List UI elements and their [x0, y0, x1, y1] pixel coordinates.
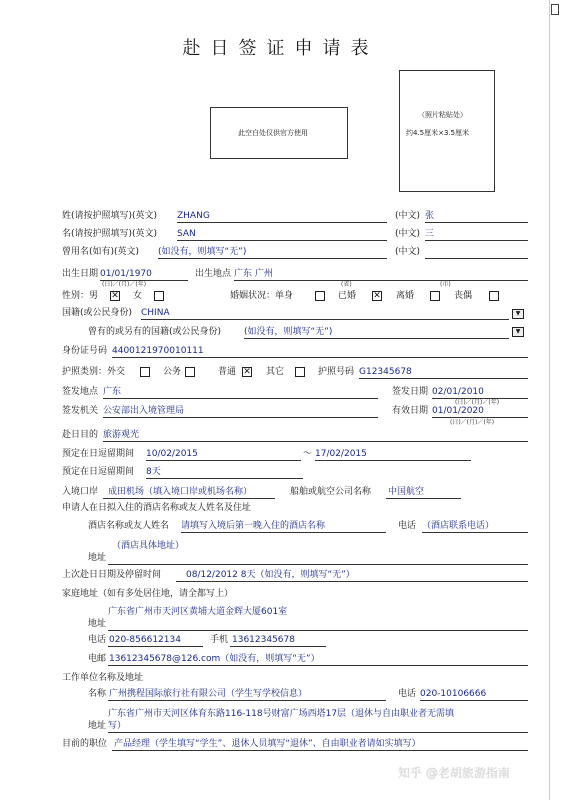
- photo-size-label: 约4.5厘米×3.5厘米: [406, 129, 470, 137]
- id-label: 身份证号码: [62, 346, 108, 356]
- birth-place-field[interactable]: 广东 广州: [234, 269, 273, 279]
- nationality-dropdown-icon[interactable]: ▼: [512, 309, 524, 319]
- id-field[interactable]: 4400121970010111: [112, 346, 204, 356]
- issue-place-label: 签发地点: [62, 387, 99, 397]
- purpose-label: 赴日目的: [62, 430, 99, 440]
- ordinary-passport-checkbox[interactable]: ✕: [243, 367, 251, 377]
- given-name-field[interactable]: SAN: [177, 229, 196, 239]
- other-nationality-field[interactable]: (如没有，则填写“无”): [244, 327, 333, 337]
- home-phone-field[interactable]: 020-856612134: [109, 635, 181, 645]
- home-address-value[interactable]: 广东省广州市天河区黄埔大道金辉大厦601室: [108, 607, 288, 617]
- work-name-field[interactable]: 广州携程国际旅行社有限公司（学生写学校信息）: [109, 689, 308, 699]
- hotel-phone-label: 电话: [398, 521, 417, 531]
- married-checkbox[interactable]: ✕: [373, 291, 381, 301]
- work-address-label: 地址: [88, 721, 107, 731]
- entry-port-label: 入境口岸: [62, 487, 99, 497]
- ordinary-passport-label: 普通: [218, 367, 237, 377]
- surname-cn-field[interactable]: 张: [425, 211, 435, 221]
- scroll-up-button[interactable]: [551, 4, 559, 15]
- official-passport-checkbox[interactable]: [185, 367, 195, 377]
- stay-separator: ～: [303, 449, 313, 459]
- birth-place-label: 出生地点: [195, 269, 232, 279]
- issue-date-field[interactable]: 02/01/2010: [432, 387, 484, 397]
- hotel-name-label: 酒店名称或友人姓名: [88, 521, 170, 531]
- sex-label: 性别：男: [62, 291, 99, 301]
- work-address-line1[interactable]: 广东省广州市天河区体育东路116-118号财富广场西塔17层（退休与自由职业者无需填: [108, 709, 455, 719]
- former-name-cn-label: (中文): [395, 247, 421, 257]
- hotel-phone-field[interactable]: （酒店联系电话）: [422, 521, 495, 531]
- male-checkbox[interactable]: ✕: [111, 291, 119, 301]
- stay-to-field[interactable]: 17/02/2015: [315, 449, 367, 459]
- expiry-label: 有效日期: [392, 406, 429, 416]
- expiry-hint: (日)／(月)／(年): [450, 419, 495, 426]
- scrollbar[interactable]: [549, 0, 561, 800]
- issue-place-field[interactable]: 广东: [103, 387, 122, 397]
- female-checkbox[interactable]: [154, 291, 164, 301]
- email-field[interactable]: 13612345678@126.com（如没有，则填写“无”）: [109, 654, 320, 664]
- work-phone-label: 电话: [398, 689, 417, 699]
- authority-label: 签发机关: [62, 406, 99, 416]
- form-title: 赴日签证申请表: [182, 38, 379, 59]
- work-heading: 工作单位名称及地址: [62, 673, 144, 683]
- stay-length-field[interactable]: 8天: [146, 467, 161, 477]
- other-passport-label: 其它: [266, 367, 285, 377]
- official-passport-label: 公务: [163, 367, 182, 377]
- birth-date-label: 出生日期: [62, 269, 99, 279]
- stay-length-label: 预定在日逗留期间: [62, 467, 135, 477]
- divorced-checkbox[interactable]: [430, 291, 440, 301]
- birth-city-hint: (市): [440, 281, 451, 288]
- hotel-address-label: 地址: [88, 553, 107, 563]
- authority-field[interactable]: 公安部出入境管理局: [103, 406, 185, 416]
- surname-field[interactable]: ZHANG: [177, 211, 210, 221]
- given-name-cn-label: (中文): [395, 229, 421, 239]
- diplomatic-checkbox[interactable]: [140, 367, 150, 377]
- entry-port-field[interactable]: 成田机场（填入境口岸或机场名称）: [108, 487, 253, 497]
- widowed-checkbox[interactable]: [489, 291, 499, 301]
- photo-label: （照片粘贴处）: [418, 111, 467, 119]
- birth-date-field[interactable]: 01/01/1970: [100, 269, 152, 279]
- passport-no-label: 护照号码: [318, 367, 355, 377]
- issue-date-label: 签发日期: [392, 387, 429, 397]
- work-name-label: 名称: [88, 689, 107, 699]
- single-checkbox[interactable]: [315, 291, 325, 301]
- watermark: 知乎 @老胡旅游指南: [398, 766, 510, 780]
- home-address-heading: 家庭地址（如有多处居住地，请全都写上）: [62, 589, 234, 599]
- married-label: 已婚: [338, 291, 357, 301]
- widowed-label: 丧偶: [454, 291, 473, 301]
- position-label: 目前的职位: [62, 739, 108, 749]
- passport-type-label: 护照类别：外交: [62, 367, 126, 377]
- surname-label: 姓(请按护照填写)(英文): [62, 211, 158, 221]
- purpose-field[interactable]: 旅游观光: [103, 430, 140, 440]
- airline-field[interactable]: 中国航空: [388, 487, 425, 497]
- home-address-label: 地址: [88, 619, 107, 629]
- hotel-name-field[interactable]: 请填写入境后第一晚入住的酒店名称: [181, 521, 326, 531]
- surname-cn-label: (中文): [395, 211, 421, 221]
- divorced-label: 离婚: [396, 291, 415, 301]
- home-phone-label: 电话: [88, 635, 107, 645]
- given-name-label: 名(请按护照填写)(英文): [62, 229, 158, 239]
- last-visit-label: 上次赴日日期及停留时间: [62, 570, 162, 580]
- other-nationality-label: 曾有的或另有的国籍(或公民身份): [88, 327, 222, 337]
- hotel-heading: 申请人在日拟入住的酒店名称或友人姓名及住址: [62, 503, 252, 513]
- marital-label: 婚姻状况：单身: [230, 291, 294, 301]
- issue-date-hint: (日)／(月)／(年): [455, 399, 500, 406]
- birth-province-hint: (省): [341, 281, 352, 288]
- mobile-field[interactable]: 13612345678: [232, 635, 295, 645]
- other-nationality-dropdown-icon[interactable]: ▼: [512, 327, 524, 337]
- female-label: 女: [133, 291, 143, 301]
- work-address-line2[interactable]: 写）: [108, 721, 127, 731]
- birth-date-hint: (日)／(月)／(年): [102, 281, 147, 288]
- stay-from-field[interactable]: 10/02/2015: [146, 449, 198, 459]
- position-field[interactable]: 产品经理（学生填写“学生”、退休人员填写“退休”、自由职业者请如实填写）: [114, 739, 421, 749]
- other-passport-checkbox[interactable]: [295, 367, 305, 377]
- nationality-select[interactable]: CHINA: [141, 308, 170, 318]
- former-name-label: 曾用名(如有)(英文): [62, 247, 140, 257]
- official-use-label: 此空白处仅供官方使用: [238, 129, 308, 137]
- airline-label: 船舶或航空公司名称: [290, 487, 372, 497]
- work-phone-field[interactable]: 020-10106666: [420, 689, 487, 699]
- given-name-cn-field[interactable]: 三: [425, 229, 435, 239]
- stay-period-label: 预定在日逗留期间: [62, 449, 135, 459]
- expiry-field[interactable]: 01/01/2020: [432, 406, 484, 416]
- hotel-address-value[interactable]: （酒店具体地址）: [112, 541, 185, 551]
- nationality-label: 国籍(或公民身份): [62, 308, 133, 318]
- passport-no-field[interactable]: G12345678: [359, 367, 412, 377]
- former-name-field[interactable]: (如没有，则填写“无”): [158, 247, 247, 257]
- email-label: 电邮: [88, 654, 107, 664]
- last-visit-field[interactable]: 08/12/2012 8天（如没有，则填写“无”）: [186, 570, 355, 580]
- mobile-label: 手机: [210, 635, 229, 645]
